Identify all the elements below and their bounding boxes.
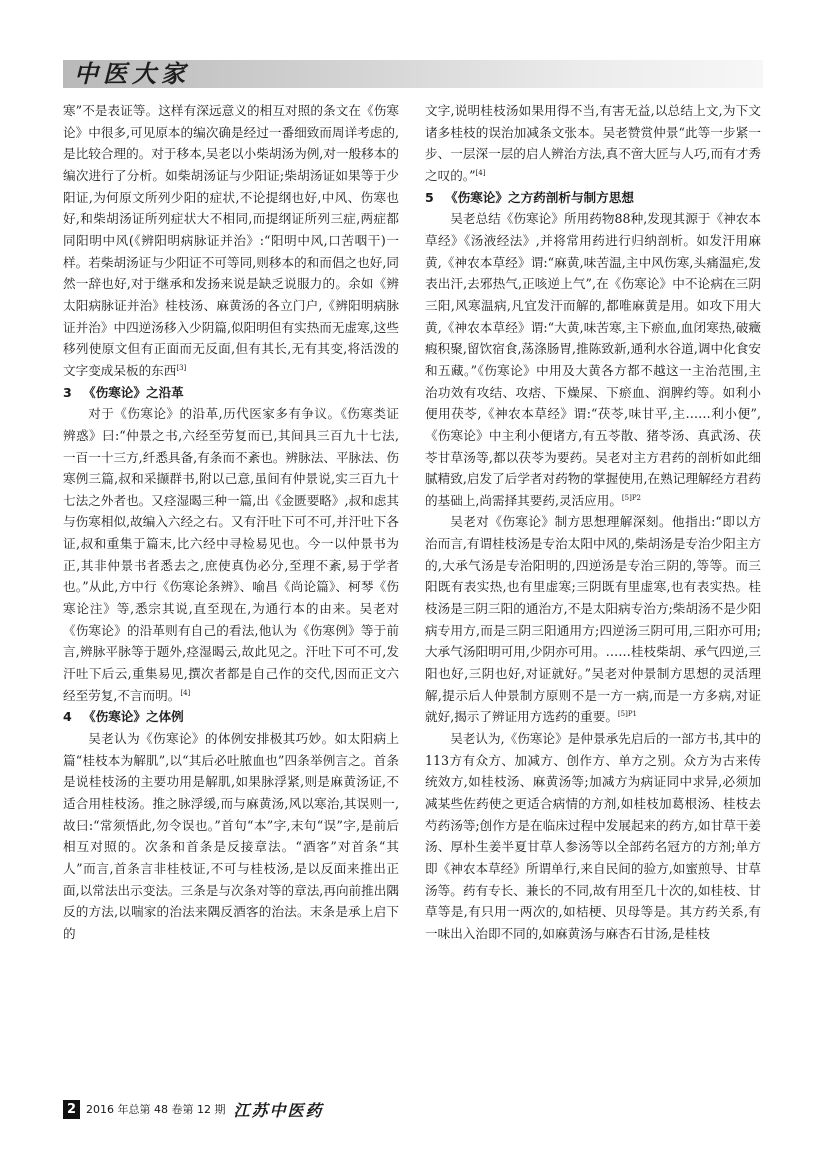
- citation-ref: [3]: [176, 363, 187, 372]
- body-paragraph: [425, 100, 761, 187]
- body-paragraph: [63, 100, 399, 382]
- section-heading: [63, 706, 399, 728]
- journal-logo: 江苏中医药: [233, 1100, 324, 1120]
- section-heading-text: 《伤寒论》之体例: [83, 709, 184, 725]
- paragraph-text: 对于《伤寒论》的沿革,历代医家多有争议。《伤寒类证辨惑》曰:“仲景之书,六经至劳复而已,其间具三百九十七法,一百一十三方,纤悉具备,有条而不紊也。辨脉法、平脉法、伤寒例三篇,叔和采撷群书,附以己意,虽间有仲景说,实三百九十七法之外者也。又痉湿暍三种一篇,出《金匮要略》,叔和虑其与伤寒相似,故编入六经之右。又有汗吐下可不可,并汗吐下各证,叔和重集于篇末,比六经中寻检易见也。今一以仲景书为正,其非仲景书者悉去之,庶使真伪必分,至理不紊,易于学者也。”从此,方中行《伤寒论条辨》、喻昌《尚论篇》、柯琴《伤寒论注》等,悉宗其说,直至现在,为通行本的由来。吴老对《伤寒论》的沿革则有自己的看法,他认为《伤寒例》等于前言,辨脉平脉等于题外,痉湿暍云,故此见之。汗吐下可不可,发汗吐下后云,重集易见,撰次者都是自己作的交代,因而正文六经至劳复,不言而明。: [63, 406, 399, 703]
- citation-ref: [5]P1: [617, 710, 638, 719]
- page-footer: [63, 1099, 324, 1119]
- left-column: [63, 100, 399, 945]
- section-number: 5: [425, 189, 434, 205]
- section-heading: [63, 382, 399, 404]
- body-paragraph: [63, 728, 399, 945]
- section-number: 4: [63, 709, 72, 725]
- section-heading-text: 《伤寒论》之方药剖析与制方思想: [445, 189, 634, 205]
- section-number: 3: [63, 384, 72, 400]
- citation-ref: [4]: [180, 688, 191, 697]
- right-column: [425, 100, 761, 945]
- section-heading-text: 《伤寒论》之沿革: [83, 384, 184, 400]
- citation-ref: [4]: [475, 168, 486, 177]
- section-title: 中医大家: [74, 60, 190, 88]
- issue-info: 2016 年总第 48 卷第 12 期: [86, 1103, 226, 1116]
- paragraph-text: 吴老总结《伤寒论》所用药物88种,发现其源于《神农本草经》《汤液经法》,并将常用药进行归纳剖析。如发汗用麻黄,《神农本草经》谓:“麻黄,味苦温,主中风伤寒,头痛温疟,发表出汗,去邪热气,正咳逆上气”,在《伤寒论》中不论病在三阴三阳,风寒温病,凡宜发汗而解的,都唯麻黄是用。如攻下用大黄,《神农本草经》谓:“大黄,味苦寒,主下瘀血,血闭寒热,破癥瘕积聚,留饮宿食,荡涤肠胃,推陈致新,通利水谷道,调中化食安和五藏。”《伤寒论》中用及大黄各方都不越这一主治范围,主治功效有攻结、攻痞、下燥屎、下瘀血、润脾约等。如利小便用茯苓,《神农本草经》谓:“茯苓,味甘平,主……利小便”,《伤寒论》中主利小便诸方,有五苓散、猪苓汤、真武汤、茯苓甘草汤等,都以茯苓为要药。吴老对主方君药的剖析如此细腻精致,启发了后学者对药物的掌握使用,在熟记理解经方君药的基础上,尚需择其要药,灵活应用。: [425, 211, 761, 508]
- body-paragraph: [63, 403, 399, 706]
- paragraph-text: 寒”不是表证等。这样有深远意义的相互对照的条文在《伤寒论》中很多,可见原本的编次确是经过一番细致而周详考虑的,是比较合理的。对于移本,吴老以小柴胡汤为例,对一般移本的编次进行了分析。如柴胡汤证与少阳证;柴胡汤证如果等于少阳证,为何原文所列少阳的症状,不论提纲也好,中风、伤寒也好,和柴胡汤证所列症状大不相同,而提纲证所列三症,两症都同阳明中风(《辨阳明病脉证并治》:“阳明中风,口苦咽干)一样。若柴胡汤证与少阳证不可等同,则移本的和而倡之也好,同然一辞也好,对于继承和发扬来说是缺乏说服力的。余如《辨太阳病脉证并治》桂枝汤、麻黄汤的各立门户,《辨阳明病脉证并治》中四逆汤移入少阴篇,似阳明但有实热而无虚寒,这些移列使原文但有正面而无反面,但有其长,无有其变,将活泼的文字变成呆板的东西: [63, 103, 399, 378]
- paragraph-text: 文字,说明桂枝汤如果用得不当,有害无益,以总结上文,为下文诸多桂枝的误治加减条文张本。吴老赞赏仲景“此等一步紧一步、一层深一层的启人辨治方法,真不啻大匠与人巧,而有才秀之叹的。”: [425, 103, 761, 183]
- citation-ref: [5]P2: [621, 493, 642, 502]
- paragraph-text: 吴老认为,《伤寒论》是仲景承先启后的一部方书,其中的113方有众方、加减方、创作方、单方之别。众方为古来传统效方,如桂枝汤、麻黄汤等;加减方为病证同中求异,必须加减某些佐药使之更适合病情的方剂,如桂枝加葛根汤、桂枝去芍药汤等;创作方是在临床过程中发展起来的药方,如甘草干姜汤、厚朴生姜半夏甘草人参汤等以全部药名冠方的方剂;单方即《神农本草经》所谓单行,来自民间的验方,如蜜煎导、甘草汤等。药有专长、兼长的不同,故有用至几十次的,如桂枝、甘草等是,有只用一两次的,如桔梗、贝母等是。其方药关系,有一味出入治即不同的,如麻黄汤与麻杏石甘汤,是桂枝: [425, 731, 761, 941]
- page-number: 2: [63, 1100, 80, 1119]
- paragraph-text: 吴老对《伤寒论》制方思想理解深刻。他指出:“即以方治而言,有谓桂枝汤是专治太阳中风的,柴胡汤是专治少阳主方的,大承气汤是专治阳明的,四逆汤是专治三阴的,等等。而三阳既有表实热,也有里虚寒;三阴既有里虚寒,也有表实热。桂枝汤是三阴三阳的通治方,不是太阳病专治方;柴胡汤不是少阳病专用方,而是三阴三阳通用方;四逆汤三阴可用,三阳亦可用;大承气汤阳明可用,少阴亦可用。……桂枝柴胡、承气四逆,三阳也好,三阴也好,对证就好。”吴老对仲景制方思想的灵活理解,提示后人仲景制方原则不是一方一病,而是一方多病,对证就好,揭示了辨证用方选药的重要。: [425, 514, 761, 725]
- body-paragraph: [425, 728, 761, 945]
- body-paragraph: [425, 208, 761, 511]
- paragraph-text: 吴老认为《伤寒论》的体例安排极其巧妙。如太阳病上篇“桂枝本为解肌”,以“其后必吐脓血也”四条举例言之。首条是说桂枝汤的主要功用是解肌,如果脉浮紧,则是麻黄汤证,不适合用桂枝汤。推之脉浮缓,而与麻黄汤,风以寒治,其误则一,故曰:“常须悟此,勿令误也。”首句“本”字,末句“误”字,是前后相互对照的。次条和首条是反接章法。“酒客”对首条“其人”而言,首条言非桂枝证,不可与桂枝汤,是以反面来推出正面,以常法出示变法。三条是与次条对等的章法,再向前推出隅反的方法,以喘家的治法来隅反酒客的治法。末条是承上启下的: [63, 731, 399, 941]
- body-paragraph: [425, 511, 761, 728]
- section-heading: [425, 187, 761, 209]
